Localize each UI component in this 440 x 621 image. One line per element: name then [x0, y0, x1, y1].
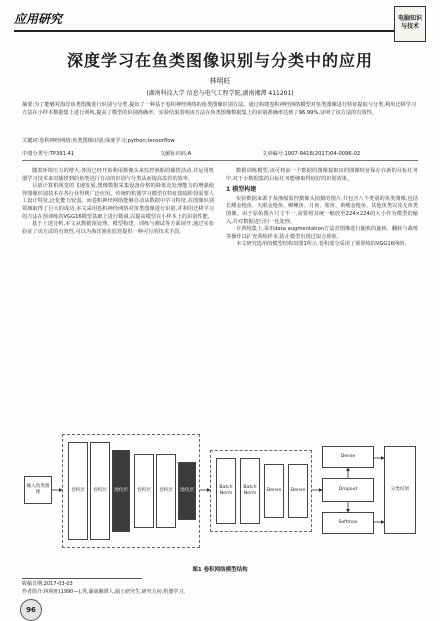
batchnorm-block: Batch Norm	[216, 458, 236, 524]
paragraph: 目前计算机视觉的飞速发展,图像数据采集设备价格的降低及处理能力的增强使得图像识别技术在各行业得到广泛应用。传统的机器学习模型在特征提取阶段需要人工设计特征,泛化能力较弱。而卷积神经网络能够自动从数据中学习特征,在图像识别领域取得了巨大的成功,本文采用卷积神经网络对鱼类图像进行识别,并利用迁移学习的方法在预训练的VGG16模型基础上进行微调,以提高模型在小样本上的识别性能。	[22, 183, 214, 220]
article-title: 深度学习在鱼类图像识别与分类中的应用	[66, 51, 373, 70]
author-bio: 作者简介:林明旺(1990—),男,湖南湘潭人,硕士研究生,研究方向:机器学习。	[22, 589, 189, 595]
logo-line-2: 与技术	[400, 23, 419, 30]
logo-line-1: 电脑知识	[397, 15, 422, 22]
conv-layer-block: 卷积层	[90, 442, 110, 540]
paragraph: 随着环境压力的增大,各国已经开始利用摄像头来监控渔船的捕捞活动,并运用机器学习技术来对捕捞到的鱼类进行自动的识别与分类从而提高监管的效率。	[22, 168, 214, 182]
header-rule	[14, 30, 394, 32]
dense-output-block: Dense	[322, 446, 374, 468]
page-number: 96	[20, 599, 42, 621]
conv-layer-block: 卷积层	[68, 442, 88, 540]
paragraph: 在训练集上,采用data augmentation方法对图像进行随机的旋转、翻转与裁剪等操作以扩充训练样本,防止模型出现过拟合现象。	[226, 226, 418, 240]
dense-block: Dense	[288, 464, 308, 518]
journal-logo	[394, 6, 426, 42]
input-image-block: 输入鱼类图像	[24, 476, 52, 504]
figure-caption: 图1 卷积网络模型结构	[192, 567, 248, 573]
paragraph: 基于上述分析,本文从数据预处理、模型构建、训练与测试等方面展开,通过实验验证了该方法的有效性,可以为海洋渔业监管提供一种可行的技术手段。	[22, 221, 214, 235]
paragraph: 本文研究选用的模型结构如图1所示,卷积部分采用了预训练的VGG16网络。	[236, 241, 410, 248]
received-date: 收稿日期:2017-03-03	[22, 581, 73, 587]
conv-layer-block: 卷积层	[156, 454, 176, 528]
softmax-block: Softmax	[322, 512, 374, 534]
dropout-block: Dropout	[322, 478, 374, 502]
abstract-separator	[22, 160, 418, 161]
pooling-layer-block: 池化层	[178, 462, 196, 520]
paragraph: 数据训练模型,该可将前一个数据的图像提取出的图像特征保存在新的目标任务中,对于小数据集的目标任务能够取得较好的识别效果。	[226, 168, 418, 182]
article-affiliation: (湖南科技大学 信息与电气工程学院,湖南湘潭 411201)	[146, 90, 294, 97]
body-column-right	[226, 168, 418, 249]
classification-number: 中图分类号:TP391.41	[22, 151, 75, 157]
figure-network-diagram	[22, 428, 420, 558]
footnote-rule	[22, 578, 142, 579]
keywords: 关键词:卷积神经网络;鱼类图像识别;深度学习;python;tensorflow	[22, 138, 175, 144]
batchnorm-block: Batch Norm	[240, 458, 260, 524]
document-code: 文献标识码:A	[160, 151, 192, 157]
article-number: 文章编号:1007-9416(2017)04-0096-02	[262, 151, 361, 157]
output-block: 分类结果	[384, 446, 416, 534]
pooling-layer-block: 池化层	[112, 450, 130, 532]
conv-layer-block: 卷积层	[134, 454, 154, 528]
dense-block: Dense	[264, 464, 284, 518]
body-column-left	[22, 168, 214, 236]
section-label: 应用研究	[14, 12, 63, 26]
section-heading: 1 模型构建	[226, 186, 257, 194]
paragraph: 实验数据来源于某渔船监控摄像头拍摄的图片,共包含八个类别的鱼类图像,包括长鳍金枪鱼、大眼金枪鱼、鲯鳅鱼、月鱼、鲨鱼、黄鳍金枪鱼、其他鱼类以及无鱼类图像。由于原始图片尺寸不一,需要将其统一缩放至224×224的大小作为模型的输入,并对数据进行归一化处理。	[226, 195, 418, 225]
abstract: 摘要:为了能够对海洋鱼类图像进行识别与分类,提出了一种基于卷积神经网络的鱼类图像识别方法。通过构建卷积神经网络模型对鱼类图像进行特征提取与分类,利用迁移学习方法在小样本数据集上进行训练,提高了模型的识别准确率。实验结果表明该方法在鱼类图像数据集上的识别准确率达到了96.99%,证明了该方法的有效性。	[22, 102, 417, 116]
article-author: 林明旺	[209, 77, 231, 85]
